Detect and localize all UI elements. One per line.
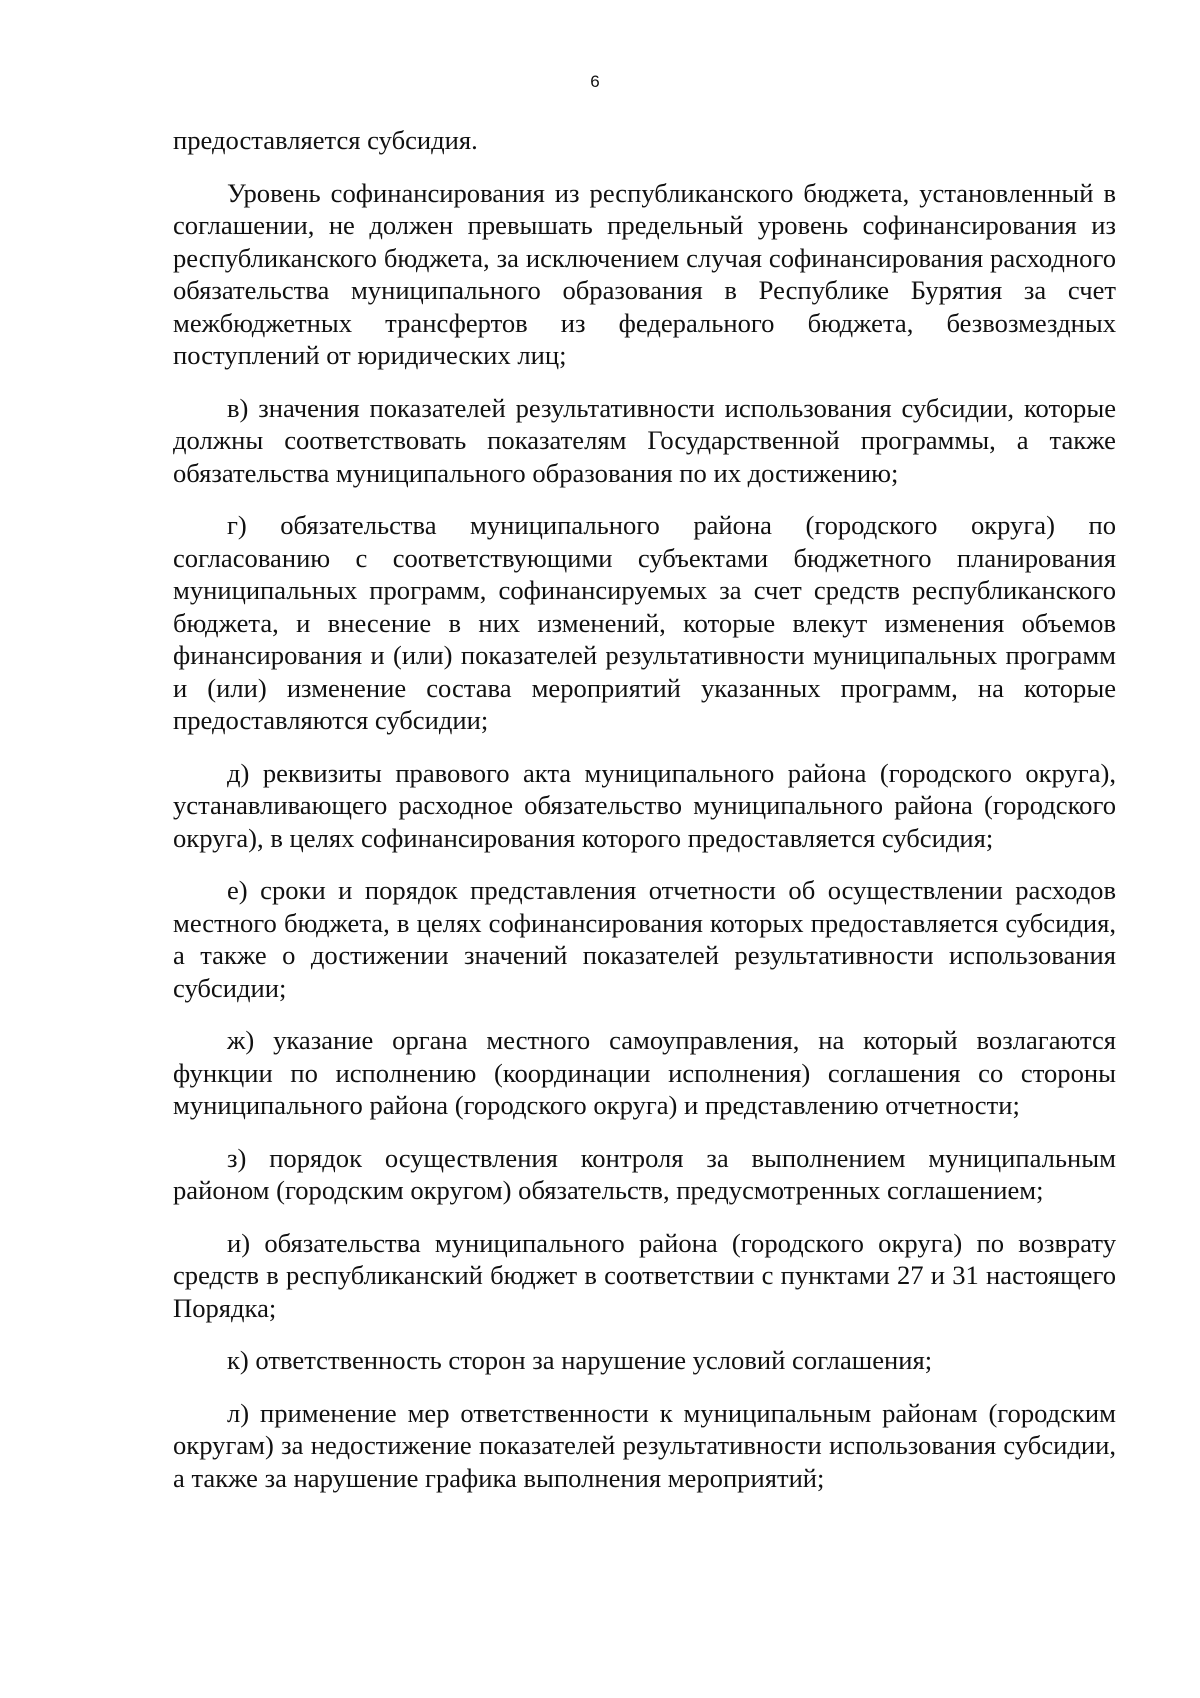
- paragraph-item-k: к) ответственность сторон за нарушение условий соглашения;: [227, 1345, 933, 1375]
- paragraph-item-v: в) значения показателей результативности использования субсидии, которые должны соответствовать показателям Государственной программы, а также обязательства муниципального образования по их достижению;: [173, 392, 1116, 488]
- paragraph-item-zh: ж) указание органа местного самоуправления, на который возлагаются функции по исполнению (координации исполнения) соглашения со стороны муниципального района (городского округа) и представлению отчетности;: [173, 1025, 1116, 1120]
- paragraph-cofinancing-level: Уровень софинансирования из республиканского бюджета, установленный в соглашении, не должен превышать предельный уровень софинансирования из республиканского бюджета, за исключением случая софинансирования расходного обязательства муниципального образования в Республике Бурятия за счет межбюджетных трансфертов из федерального бюджета, безвозмездных поступлений от юридических лиц;: [173, 177, 1116, 370]
- paragraph-item-l: л) применение мер ответственности к муниципальным районам (городским округам) за недостижение показателей результативности использования субсидии, а также за нарушение графика выполнения мероприятий;: [173, 1397, 1116, 1493]
- paragraph-item-d: д) реквизиты правового акта муниципального района (городского округа), устанавливающего расходное обязательство муниципального района (городского округа), в целях софинансирования которого предоставляется субсидия;: [173, 757, 1116, 853]
- paragraph-continuation: предоставляется субсидия.: [173, 125, 478, 155]
- document-body: [173, 124, 1116, 1494]
- paragraph-item-z: з) порядок осуществления контроля за выполнением муниципальным районом (городским округом) обязательств, предусмотренных соглашением;: [173, 1142, 1116, 1205]
- page-number: 6: [590, 72, 600, 91]
- paragraph-item-g: г) обязательства муниципального района (городского округа) по согласованию с соответствующими субъектами бюджетного планирования муниципальных программ, софинансируемых за счет средств республиканского бюджета, и внесение в них изменений, которые влекут изменения объемов финансирования и (или) показателей результативности муниципальных программ и (или) изменение состава мероприятий указанных программ, на которые предоставляются субсидии;: [173, 510, 1116, 735]
- paragraph-item-e: е) сроки и порядок представления отчетности об осуществлении расходов местного бюджета, в целях софинансирования которых предоставляется субсидия, а также о достижении значений показателей результативности использования субсидии;: [173, 875, 1116, 1003]
- paragraph-item-i: и) обязательства муниципального района (городского округа) по возврату средств в республиканский бюджет в соответствии с пунктами 27 и 31 настоящего Порядка;: [173, 1227, 1116, 1323]
